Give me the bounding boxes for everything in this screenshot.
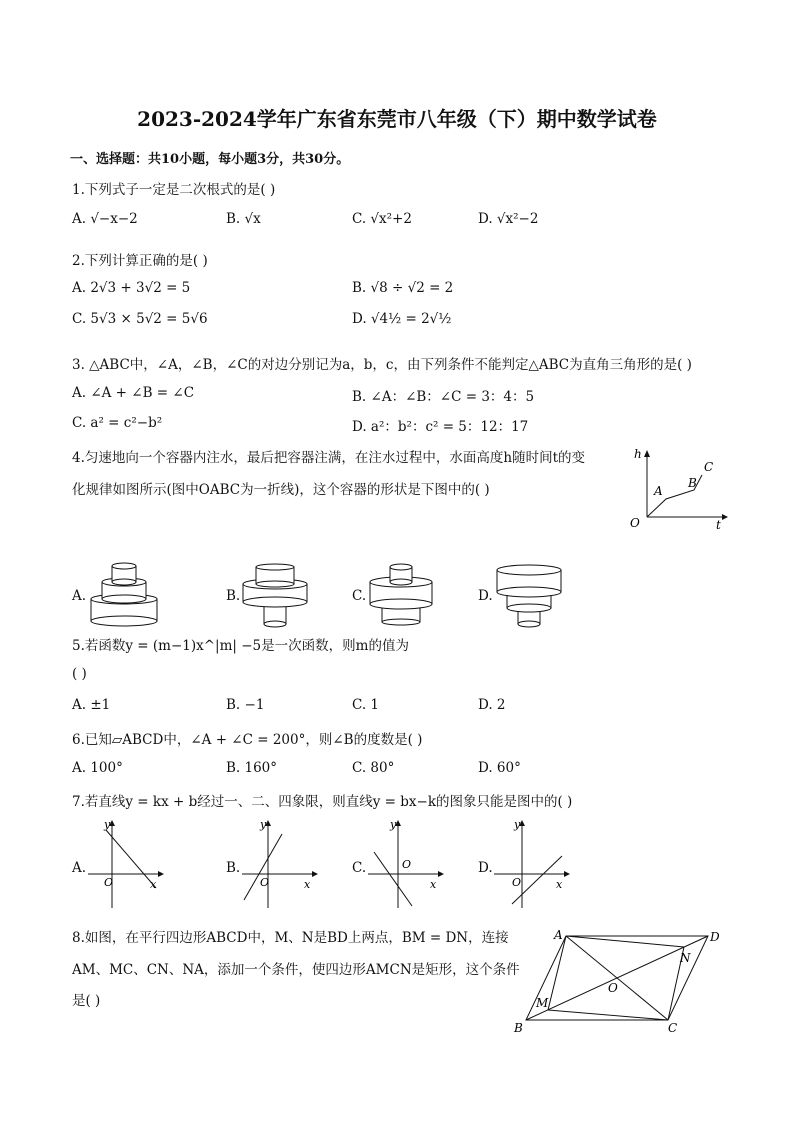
axis-label-o: O bbox=[402, 858, 412, 871]
question-6-stem: 6.已知▱ABCD中，∠A + ∠C = 200°，则∠B的度数是( ) bbox=[72, 732, 423, 748]
q5-option-d: D. 2 bbox=[478, 697, 506, 713]
q3-option-b: B. ∠A：∠B：∠C = 3：4：5 bbox=[352, 389, 535, 405]
axis-label-x: x bbox=[556, 878, 563, 891]
graph-label-o: O bbox=[630, 516, 640, 530]
q6-option-a: A. 100° bbox=[72, 760, 123, 776]
q4-option-a: A. bbox=[72, 588, 87, 604]
q7-option-c: C. bbox=[352, 860, 367, 876]
q4-container-d-icon bbox=[494, 562, 564, 632]
graph-label-h: h bbox=[634, 447, 642, 461]
axis-label-y: y bbox=[514, 818, 521, 831]
q4-option-c: C. bbox=[352, 588, 367, 604]
q4-container-a-icon bbox=[88, 560, 160, 630]
figure-label-o: O bbox=[608, 981, 618, 995]
question-2-stem: 2.下列计算正确的是( ) bbox=[72, 253, 208, 269]
q3-option-c: C. a² = c²−b² bbox=[72, 415, 163, 431]
q6-option-d: D. 60° bbox=[478, 760, 521, 776]
q2-option-d: D. √4½ = 2√½ bbox=[352, 311, 452, 327]
axis-label-o: O bbox=[104, 876, 114, 889]
question-5-stem-line2: ( ) bbox=[72, 666, 87, 682]
graph-label-b: B bbox=[688, 476, 697, 490]
q7-graph-a bbox=[84, 818, 164, 910]
q5-option-b: B. −1 bbox=[226, 697, 265, 713]
q7-option-d: D. bbox=[478, 860, 493, 876]
figure-label-m: M bbox=[536, 996, 549, 1010]
page-title: 2023-2024学年广东省东莞市八年级（下）期中数学试卷 bbox=[137, 107, 657, 131]
axis-label-y: y bbox=[260, 818, 267, 831]
q5-option-a: A. ±1 bbox=[72, 697, 111, 713]
q4-option-b: B. bbox=[226, 588, 241, 604]
q1-option-a: A. √−x−2 bbox=[72, 211, 138, 227]
q5-option-c: C. 1 bbox=[352, 697, 380, 713]
q8-parallelogram-figure bbox=[508, 922, 724, 1034]
q2-option-a: A. 2√3 + 3√2 = 5 bbox=[72, 280, 191, 296]
question-1-stem: 1.下列式子一定是二次根式的是( ) bbox=[72, 182, 276, 198]
q7-graph-b bbox=[238, 818, 318, 910]
q4-water-height-graph bbox=[620, 445, 730, 535]
figure-label-d: D bbox=[710, 930, 720, 944]
q2-option-b: B. √8 ÷ √2 = 2 bbox=[352, 280, 454, 296]
q1-option-b: B. √x bbox=[226, 211, 261, 227]
question-8-stem-line2: AM、MC、CN、NA，添加一个条件，使四边形AMCN是矩形，这个条件 bbox=[72, 962, 520, 978]
question-3-stem: 3. △ABC中，∠A，∠B，∠C的对边分别记为a，b，c，由下列条件不能判定△ABC为直角三角形的是( ) bbox=[72, 357, 692, 373]
graph-label-t: t bbox=[716, 518, 721, 532]
q6-option-c: C. 80° bbox=[352, 760, 395, 776]
question-7-stem: 7.若直线y = kx + b经过一、二、四象限，则直线y = bx−k的图象只能是图中的( ) bbox=[72, 794, 573, 810]
axis-label-o: O bbox=[260, 876, 270, 889]
q4-container-b-icon bbox=[240, 562, 310, 632]
axis-label-x: x bbox=[304, 878, 311, 891]
figure-label-c: C bbox=[668, 1021, 678, 1034]
graph-label-c: C bbox=[704, 460, 714, 474]
question-4-stem-line2: 化规律如图所示(图中OABC为一折线)，这个容器的形状是下图中的( ) bbox=[72, 482, 490, 498]
q6-option-b: B. 160° bbox=[226, 760, 278, 776]
graph-label-a: A bbox=[654, 484, 663, 498]
figure-label-n: N bbox=[680, 951, 691, 965]
question-8-stem-line1: 8.如图，在平行四边形ABCD中，M、N是BD上两点，BM = DN，连接 bbox=[72, 930, 509, 946]
figure-label-a: A bbox=[554, 928, 563, 942]
q4-container-c-icon bbox=[366, 562, 436, 632]
question-5-stem-line1: 5.若函数y = (m−1)x^|m| −5是一次函数，则m的值为 bbox=[72, 638, 409, 654]
q7-graph-c bbox=[364, 818, 444, 910]
figure-label-b: B bbox=[514, 1021, 523, 1034]
q1-option-d: D. √x²−2 bbox=[478, 211, 539, 227]
axis-label-x: x bbox=[150, 878, 157, 891]
q7-option-b: B. bbox=[226, 860, 241, 876]
section-heading: 一、选择题：共10小题，每小题3分，共30分。 bbox=[70, 152, 350, 167]
q1-option-c: C. √x²+2 bbox=[352, 211, 412, 227]
q7-option-a: A. bbox=[72, 860, 87, 876]
axis-label-y: y bbox=[390, 818, 397, 831]
question-4-stem-line1: 4.匀速地向一个容器内注水，最后把容器注满，在注水过程中，水面高度h随时间t的变 bbox=[72, 450, 585, 466]
axis-label-x: x bbox=[430, 878, 437, 891]
axis-label-o: O bbox=[512, 876, 522, 889]
q3-option-a: A. ∠A + ∠B = ∠C bbox=[72, 385, 195, 401]
q2-option-c: C. 5√3 × 5√2 = 5√6 bbox=[72, 311, 208, 327]
q3-option-d: D. a²：b²：c² = 5：12：17 bbox=[352, 419, 529, 435]
q4-option-d: D. bbox=[478, 588, 493, 604]
q7-graph-d bbox=[490, 818, 570, 910]
question-8-stem-line3: 是( ) bbox=[72, 993, 101, 1009]
axis-label-y: y bbox=[104, 818, 111, 831]
